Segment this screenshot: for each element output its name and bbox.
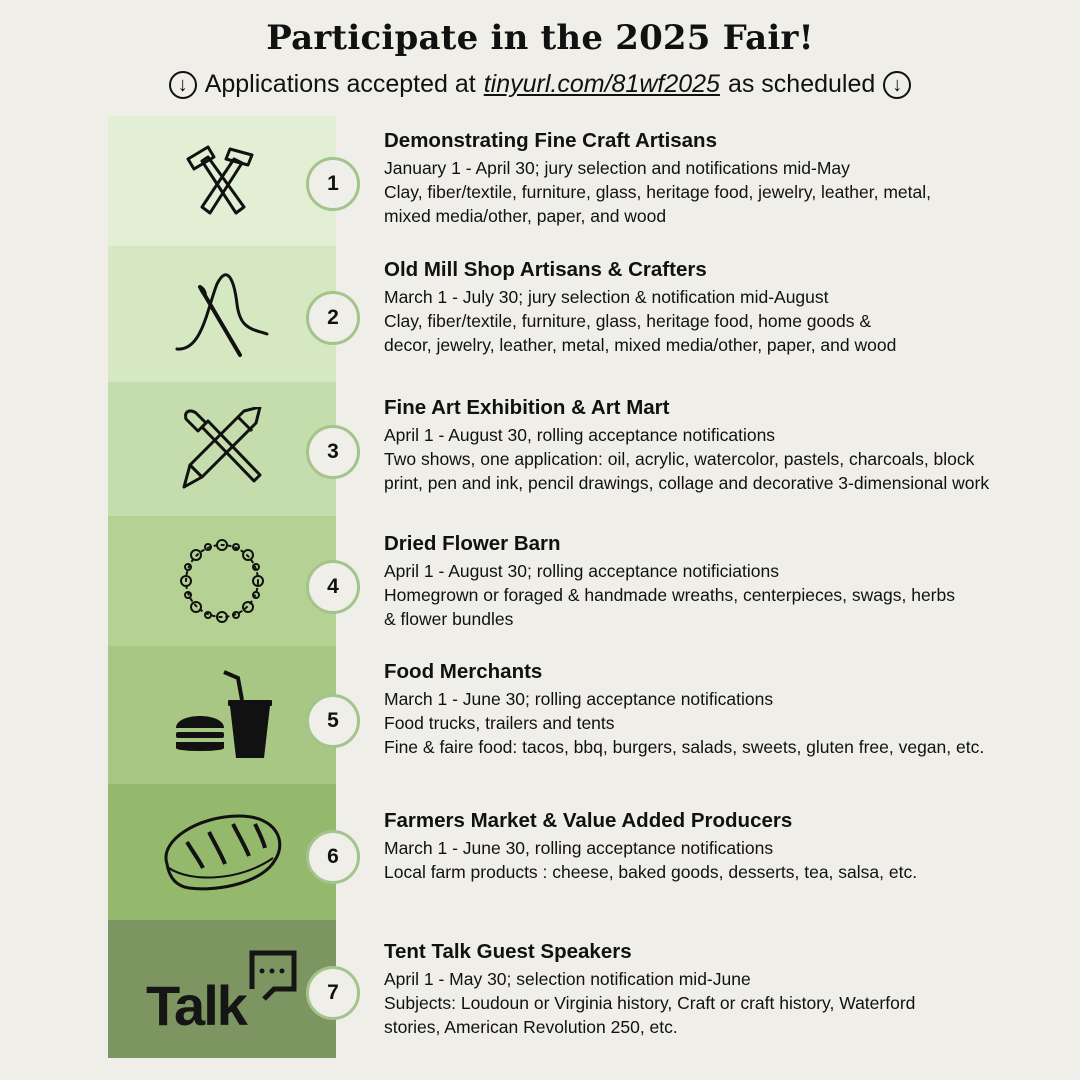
section-text-2	[384, 257, 1074, 357]
application-link[interactable]: tinyurl.com/81wf2025	[483, 70, 720, 98]
down-arrow-circle-icon: ↓	[883, 71, 911, 99]
section-number-4: 4	[306, 560, 360, 614]
section-line: print, pen and ink, pencil drawings, collage and decorative 3-dimensional work	[384, 473, 990, 493]
section-text-4	[384, 531, 1074, 631]
needle-thread-icon	[172, 269, 272, 359]
section-line: March 1 - July 30; jury selection & notification mid-August	[384, 287, 829, 307]
section-line: decor, jewelry, leather, metal, mixed media/other, paper, and wood	[384, 335, 897, 355]
crossed-hammers-icon	[182, 141, 262, 221]
section-line: Fine & faire food: tacos, bbq, burgers, salads, sweets, gluten free, vegan, etc.	[384, 737, 985, 757]
section-line: April 1 - August 30; rolling acceptance notificiations	[384, 561, 779, 581]
section-line: & flower bundles	[384, 609, 514, 629]
section-line: April 1 - August 30, rolling acceptance notifications	[384, 425, 776, 445]
page-title: Participate in the 2025 Fair!	[266, 18, 814, 58]
section-band-2	[108, 246, 336, 382]
section-band-3	[108, 382, 336, 516]
section-line: mixed media/other, paper, and wood	[384, 206, 667, 226]
section-number-3: 3	[306, 425, 360, 479]
flower-wreath-icon	[174, 533, 270, 629]
section-title: Demonstrating Fine Craft Artisans	[384, 129, 717, 152]
section-line: January 1 - April 30; jury selection and notifications mid-May	[384, 158, 850, 178]
talk-logo-icon	[146, 949, 298, 1029]
section-line: Food trucks, trailers and tents	[384, 713, 615, 733]
talk-logo-text: Talk	[146, 974, 246, 1029]
section-title: Dried Flower Barn	[384, 532, 561, 555]
brush-pencil-icon	[180, 407, 264, 491]
section-number-1: 1	[306, 157, 360, 211]
subtitle-text-after: as scheduled	[727, 70, 876, 98]
subtitle-text-before: Applications accepted at	[204, 70, 476, 98]
section-title: Tent Talk Guest Speakers	[384, 940, 632, 963]
section-line: March 1 - June 30, rolling acceptance notifications	[384, 838, 774, 858]
section-line: Homegrown or foraged & handmade wreaths, centerpieces, swags, herbs	[384, 585, 955, 605]
section-number-6: 6	[306, 830, 360, 884]
section-title: Farmers Market & Value Added Producers	[384, 809, 793, 832]
section-title: Fine Art Exhibition & Art Mart	[384, 396, 670, 419]
down-arrow-circle-icon: ↓	[169, 71, 197, 99]
section-band-7	[108, 920, 336, 1058]
bread-loaf-icon	[159, 812, 285, 892]
section-line: Clay, fiber/textile, furniture, glass, heritage food, jewelry, leather, metal,	[384, 182, 931, 202]
section-band-4	[108, 516, 336, 646]
page-subtitle	[0, 70, 1080, 99]
section-number-7: 7	[306, 966, 360, 1020]
section-title: Old Mill Shop Artisans & Crafters	[384, 258, 707, 281]
section-line: April 1 - May 30; selection notification mid-June	[384, 969, 751, 989]
section-number-2: 2	[306, 291, 360, 345]
burger-drink-icon	[172, 670, 272, 760]
section-number-5: 5	[306, 694, 360, 748]
section-text-5	[384, 659, 1074, 759]
section-line: Local farm products : cheese, baked goods, desserts, tea, salsa, etc.	[384, 862, 918, 882]
section-text-1	[384, 128, 1074, 228]
section-line: Clay, fiber/textile, furniture, glass, heritage food, home goods &	[384, 311, 872, 331]
section-text-6	[384, 808, 1074, 884]
section-text-3	[384, 395, 1074, 495]
section-title: Food Merchants	[384, 660, 543, 683]
section-band-1	[108, 116, 336, 246]
section-line: Subjects: Loudoun or Virginia history, Craft or craft history, Waterford	[384, 993, 916, 1013]
section-line: March 1 - June 30; rolling acceptance notifications	[384, 689, 774, 709]
section-line: stories, American Revolution 250, etc.	[384, 1017, 678, 1037]
section-band-5	[108, 646, 336, 784]
section-band-6	[108, 784, 336, 920]
section-line: Two shows, one application: oil, acrylic, watercolor, pastels, charcoals, block	[384, 449, 975, 469]
section-text-7	[384, 939, 1074, 1039]
